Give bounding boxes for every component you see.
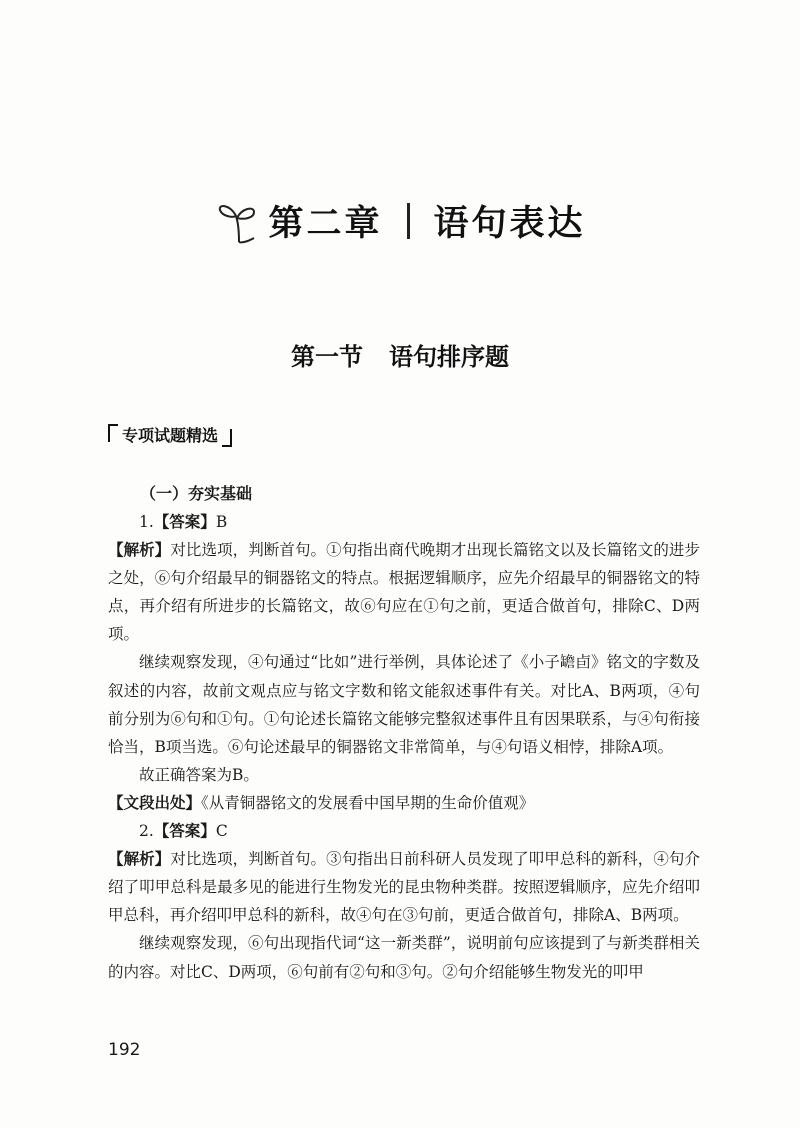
q1-answer: B [215,513,228,531]
page-number: 192 [108,1040,141,1060]
chapter-heading [0,196,800,246]
q2-answer-tag: 【答案】 [153,822,216,841]
chapter-title: 语句表达 [433,204,586,244]
q2-answer-line [108,817,700,845]
chapter-divider [407,203,410,239]
left-bracket-decoration [108,424,118,442]
q1-analysis-p2: 继续观察发现，④句通过“比如”进行举例，具体论述了《小子𦉜卣》铭文的字数及叙述的内容，故前文观点应与铭文字数和铭文能叙述事件有关。对比A、B两项，④句前分别为⑥句和①句。①句论述长篇铭文能够完整叙述事件且有因果联系，与④句衔接恰当，B项当选。⑥句论述最早的铜器铭文非常简单，与④句语义相悖，排除A项。 [108,653,700,756]
q1-source: 《从青铜器铭文的发展看中国早期的生命价值观》 [201,793,535,812]
section-label: 第一节 [291,343,363,371]
q1-source-line [108,789,700,817]
special-heading-text: 专项试题精选 [122,426,219,445]
q1-analysis-text: 对比选项，判断首句。①句指出商代晚期才出现长篇铭文以及长篇铭文的进步之处，⑥句介绍最早的铜器铭文的特点。根据逻辑顺序，应先介绍最早的铜器铭文的特点，再介绍有所进步的长篇铭文，故⑥句应在①句之前，更适合做首句，排除C、D两项。 [108,541,700,644]
q1-number: 1. [139,513,154,531]
q2-analysis-text: 对比选项，判断首句。③句指出日前科研人员发现了叩甲总科的新科，④句介绍了叩甲总科是最多见的能进行生物发光的昆虫物种类群。按照逻辑顺序，应先介绍叩甲总科，再介绍叩甲总科的新科，故④句在③句前，更适合做首句，排除A、B两项。 [108,850,700,925]
section-heading [0,337,800,372]
q1-analysis-p1 [108,536,700,648]
section-title: 语句排序题 [389,343,509,371]
q2-analysis-tag: 【解析】 [108,850,171,869]
q2-analysis-p2: 继续观察发现，⑥句出现指代词“这一新类群”，说明前句应该提到了与新类群相关的内容。对比C、D两项，⑥句前有②句和③句。②句介绍能够生物发光的叩甲 [108,934,700,981]
q1-answer-line [108,508,700,536]
subsection-heading: （一）夯实基础 [140,484,253,503]
answer-content [108,508,700,986]
special-heading [108,423,232,446]
q1-source-tag: 【文段出处】 [108,793,202,812]
right-bracket-decoration [222,429,232,447]
chapter-label: 第二章 [268,204,383,244]
q1-answer-tag: 【答案】 [153,513,216,531]
sprout-icon [214,196,264,246]
q2-answer: C [215,822,228,841]
q2-analysis-p1 [108,845,700,929]
q1-analysis-p3: 故正确答案为B。 [139,765,259,784]
q2-number: 2. [139,822,154,841]
q1-analysis-tag: 【解析】 [108,541,171,560]
